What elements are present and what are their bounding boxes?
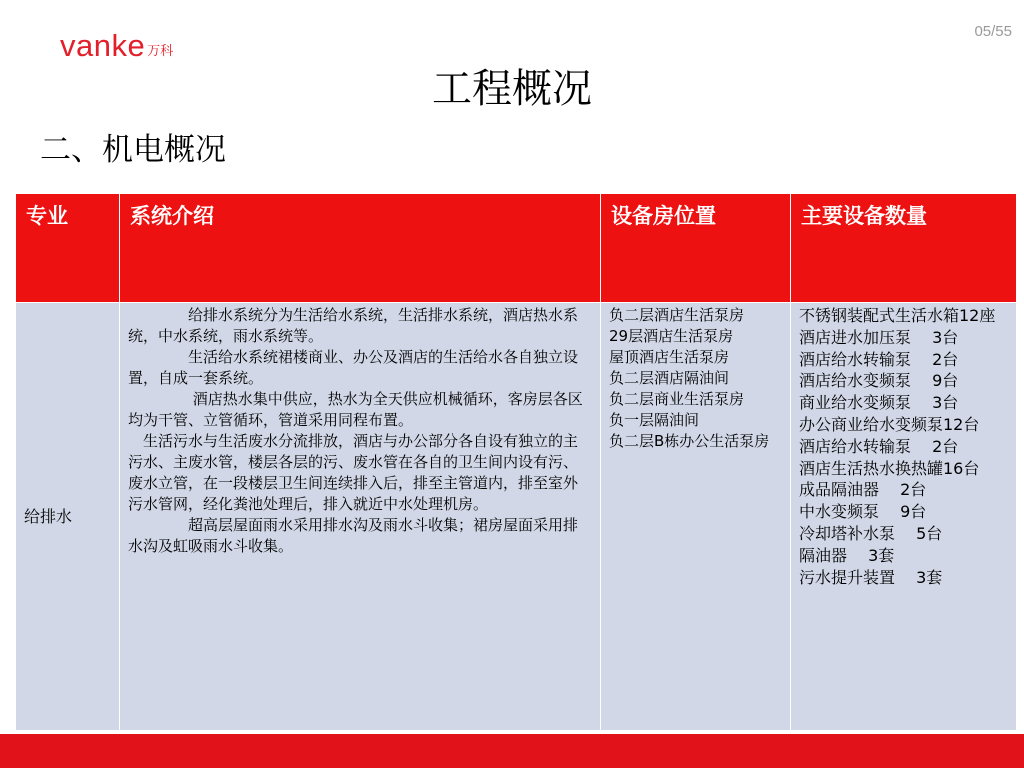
column-header-discipline: 专业 [16,194,120,303]
equipment-item: 酒店生活热水换热罐16台 [799,458,980,478]
equipment-item: 商业给水变频泵 3台 [799,393,959,413]
column-header-equipment-room: 设备房位置 [601,194,791,303]
equipment-room-cell [601,303,791,731]
location-item: 负二层酒店隔油间 [609,369,730,387]
equipment-item: 办公商业给水变频泵12台 [799,414,980,434]
system-paragraph: 超高层屋面雨水采用排水沟及雨水斗收集；裙房屋面采用排水沟及虹吸雨水斗收集。 [128,516,579,555]
equipment-item: 污水提升装置 3套 [799,567,943,587]
equipment-item: 隔油器 3套 [799,545,895,565]
system-intro-cell [120,303,601,731]
location-item: 负一层隔油间 [609,411,700,429]
location-item: 负二层商业生活泵房 [609,390,745,408]
location-item: 负二层酒店生活泵房 [609,306,745,324]
table-row [16,303,1017,731]
mep-overview-table [15,193,1017,731]
equipment-item: 酒店进水加压泵 3台 [799,327,959,347]
location-item: 屋顶酒店生活泵房 [609,348,730,366]
equipment-item: 冷却塔补水泵 5台 [799,523,943,543]
equipment-qty-cell [791,303,1017,731]
equipment-item: 成品隔油器 2台 [799,480,927,500]
discipline-cell: 给排水 [16,303,120,731]
footer-bar [0,734,1024,768]
page-number: 05/55 [974,23,1012,40]
equipment-item: 酒店给水转输泵 2台 [799,349,959,369]
location-item: 负二层B栋办公生活泵房 [609,432,770,450]
system-paragraph: 给排水系统分为生活给水系统，生活排水系统，酒店热水系统，中水系统，雨水系统等。 [128,306,579,345]
page-title: 工程概况 [432,66,592,112]
table-header-row [16,194,1017,303]
column-header-equipment-qty: 主要设备数量 [791,194,1017,303]
equipment-item: 中水变频泵 9台 [799,502,927,522]
location-item: 29层酒店生活泵房 [609,327,734,345]
section-subtitle: 二、机电概况 [40,132,226,168]
equipment-item: 酒店给水变频泵 9台 [799,371,959,391]
equipment-item: 不锈钢装配式生活水箱12座 [799,306,996,325]
logo-chinese: 万科 [147,44,174,59]
system-paragraph: 生活给水系统裙楼商业、办公及酒店的生活给水各自独立设置，自成一套系统。 [128,348,579,387]
column-header-system-intro: 系统介绍 [120,194,601,303]
vanke-logo [60,26,173,62]
system-paragraph: 酒店热水集中供应，热水为全天供应机械循环，客房层各区均为干管、立管循环，管道采用同程布置。 [128,390,583,429]
logo-wordmark: vanke [60,28,146,63]
equipment-item: 酒店给水转输泵 2台 [799,436,959,456]
system-paragraph: 生活污水与生活废水分流排放，酒店与办公部分各自设有独立的主污水、主废水管，楼层各层的污、废水管在各自的卫生间内设有污、废水立管，在一段楼层卫生间连续排入后，排至主管道内，排至室外污水管网，经化粪池处理后，排入就近中水处理机房。 [128,432,579,513]
